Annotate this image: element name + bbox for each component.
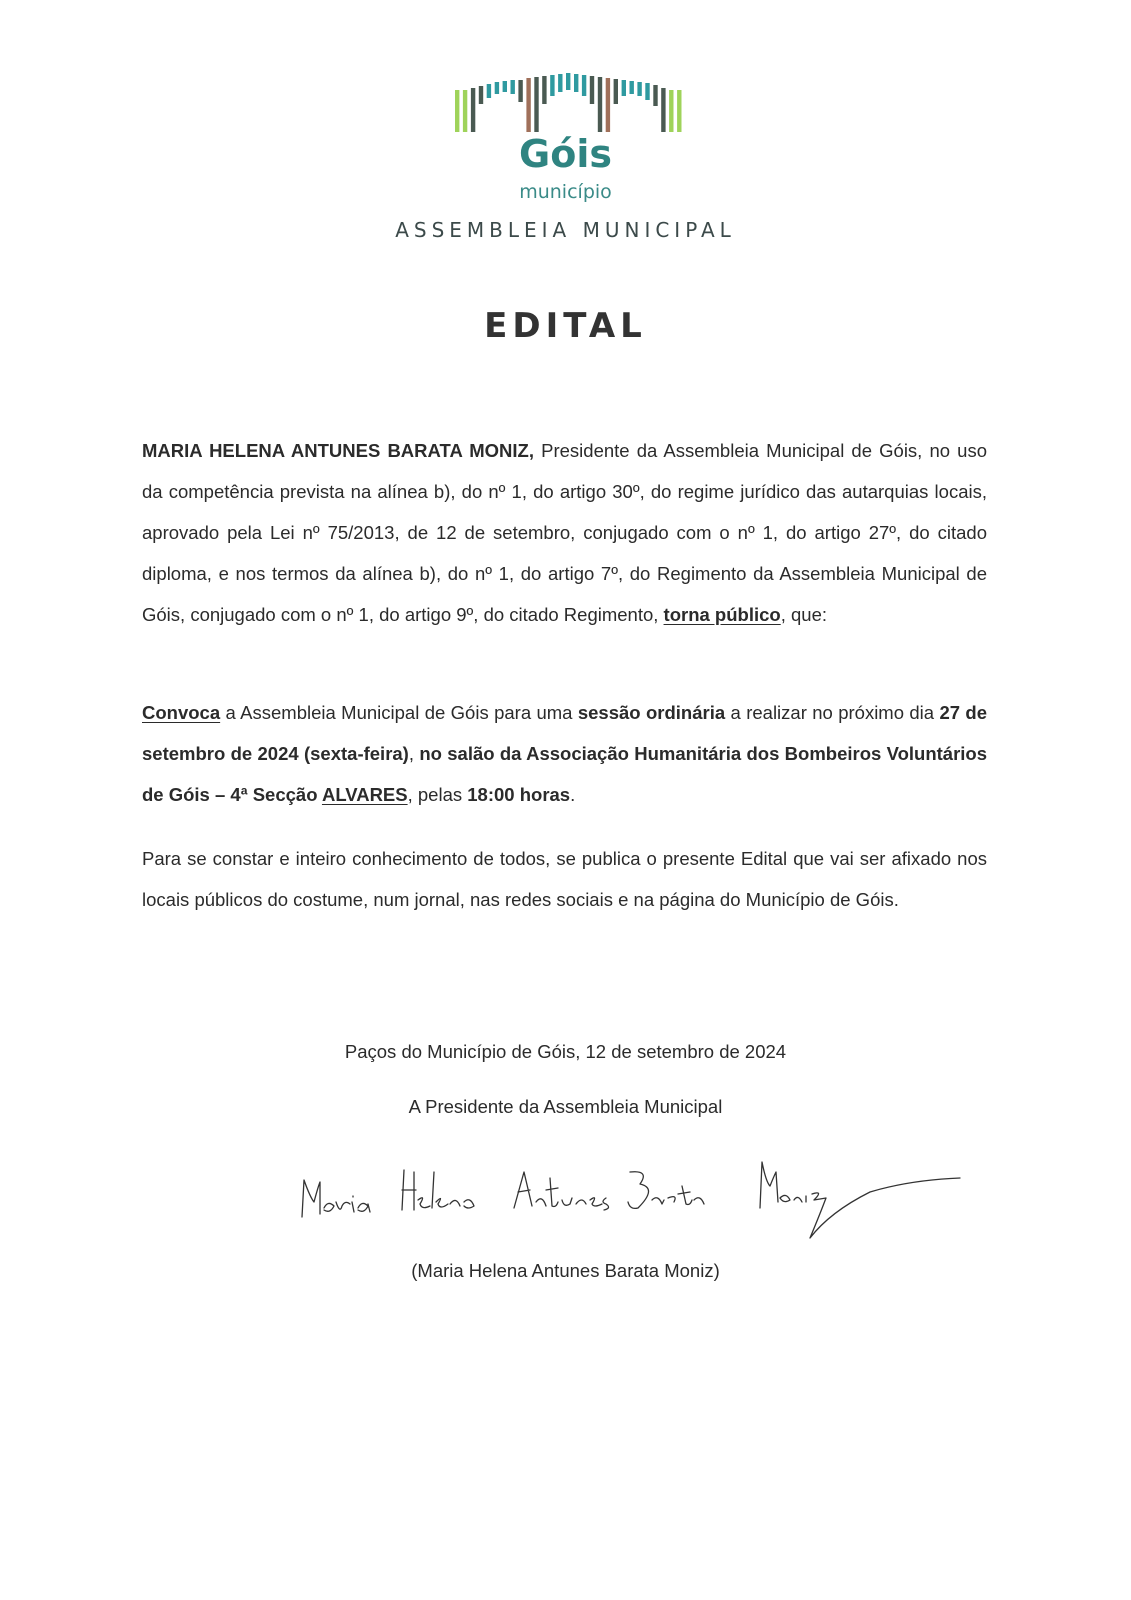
place-date: Paços do Município de Góis, 12 de setembro de 2024 — [344, 1041, 787, 1062]
logo-bar — [669, 90, 673, 132]
municipality-name: Góis — [519, 132, 612, 176]
logo-bar — [677, 90, 681, 132]
preamble-text: Presidente da Assembleia Municipal de Góis, no uso da competência prevista na alínea b), do nº 1, do artigo 30º, do regime jurídico das autarquias locais, aprovado pela Lei nº 75/2013, de 12 de setembro, conjugado com o nº 1, do artigo 27º, do citado diploma, e nos termos da alínea b), do nº 1, do artigo 7º, do Regimento da Assembleia Municipal de Góis, conjugado com o nº 1, do artigo 9º, do citado Regimento, — [142, 440, 987, 625]
convoca-verb: Convoca — [142, 702, 221, 723]
logo-bar — [614, 79, 618, 104]
session-time: 18:00 horas — [467, 784, 571, 805]
logo-bar — [463, 90, 467, 132]
logo-bar — [582, 75, 586, 96]
torna-publico: torna público — [663, 604, 781, 625]
logo-bar — [542, 76, 546, 104]
paragraph-preamble — [142, 430, 987, 635]
bridge-arches-logo-icon — [454, 72, 684, 132]
logo-bar — [590, 76, 594, 104]
convocation-text-4: , pelas — [407, 784, 468, 805]
logo-bar — [479, 86, 483, 104]
logo-bar — [645, 83, 649, 100]
document-title: EDITAL — [484, 306, 647, 346]
logo-bar — [534, 77, 538, 132]
logo-bar — [511, 80, 515, 94]
signatory-name: (Maria Helena Antunes Barata Moniz) — [411, 1260, 720, 1281]
convocation-text-2: a realizar no próximo dia — [725, 702, 940, 723]
logo-bar — [566, 73, 570, 90]
logo-bar — [653, 85, 657, 106]
logo-bar — [574, 74, 578, 92]
logo-bar — [622, 80, 626, 96]
president-name: MARIA HELENA ANTUNES BARATA MONIZ, — [142, 440, 534, 461]
logo-bar — [518, 80, 522, 102]
logo-bar — [606, 78, 610, 132]
convocation-text-3: , — [408, 743, 420, 764]
signatory-role: A Presidente da Assembleia Municipal — [408, 1096, 723, 1117]
session-location-place: ALVARES — [321, 784, 408, 805]
logo-bar — [487, 84, 491, 98]
logo-bar — [558, 74, 562, 92]
logo-bar — [598, 77, 602, 132]
logo-bar — [471, 88, 475, 132]
convocation-text-1: a Assembleia Municipal de Góis para uma — [220, 702, 578, 723]
logo-bar — [661, 88, 665, 132]
handwritten-signature — [290, 1142, 990, 1252]
logo-bar — [455, 90, 459, 132]
organization-name: ASSEMBLEIA MUNICIPAL — [395, 218, 736, 242]
logo-bar — [637, 82, 641, 96]
logo-bar — [550, 75, 554, 96]
convocation-text-5: . — [570, 784, 576, 805]
session-location: no salão da Associação Humanitária dos Bombeiros Voluntários de Góis – 4ª Secção — [142, 743, 988, 805]
session-date: 27 de setembro de 2024 (sexta-feira) — [142, 702, 988, 764]
logo-bar — [495, 82, 499, 94]
municipality-subtitle: município — [519, 181, 612, 203]
logo-bar — [630, 81, 634, 94]
logo-bar — [503, 81, 507, 92]
session-type: sessão ordinária — [577, 702, 726, 723]
preamble-tail: , que: — [780, 604, 828, 625]
logo-bar — [526, 78, 530, 132]
paragraph-convocation — [142, 692, 987, 815]
paragraph-publication: Para se constar e inteiro conhecimento de todos, se publica o presente Edital que vai ser afixado nos locais públicos do costume, num jornal, nas redes sociais e na página do Município de Góis. — [142, 848, 987, 910]
